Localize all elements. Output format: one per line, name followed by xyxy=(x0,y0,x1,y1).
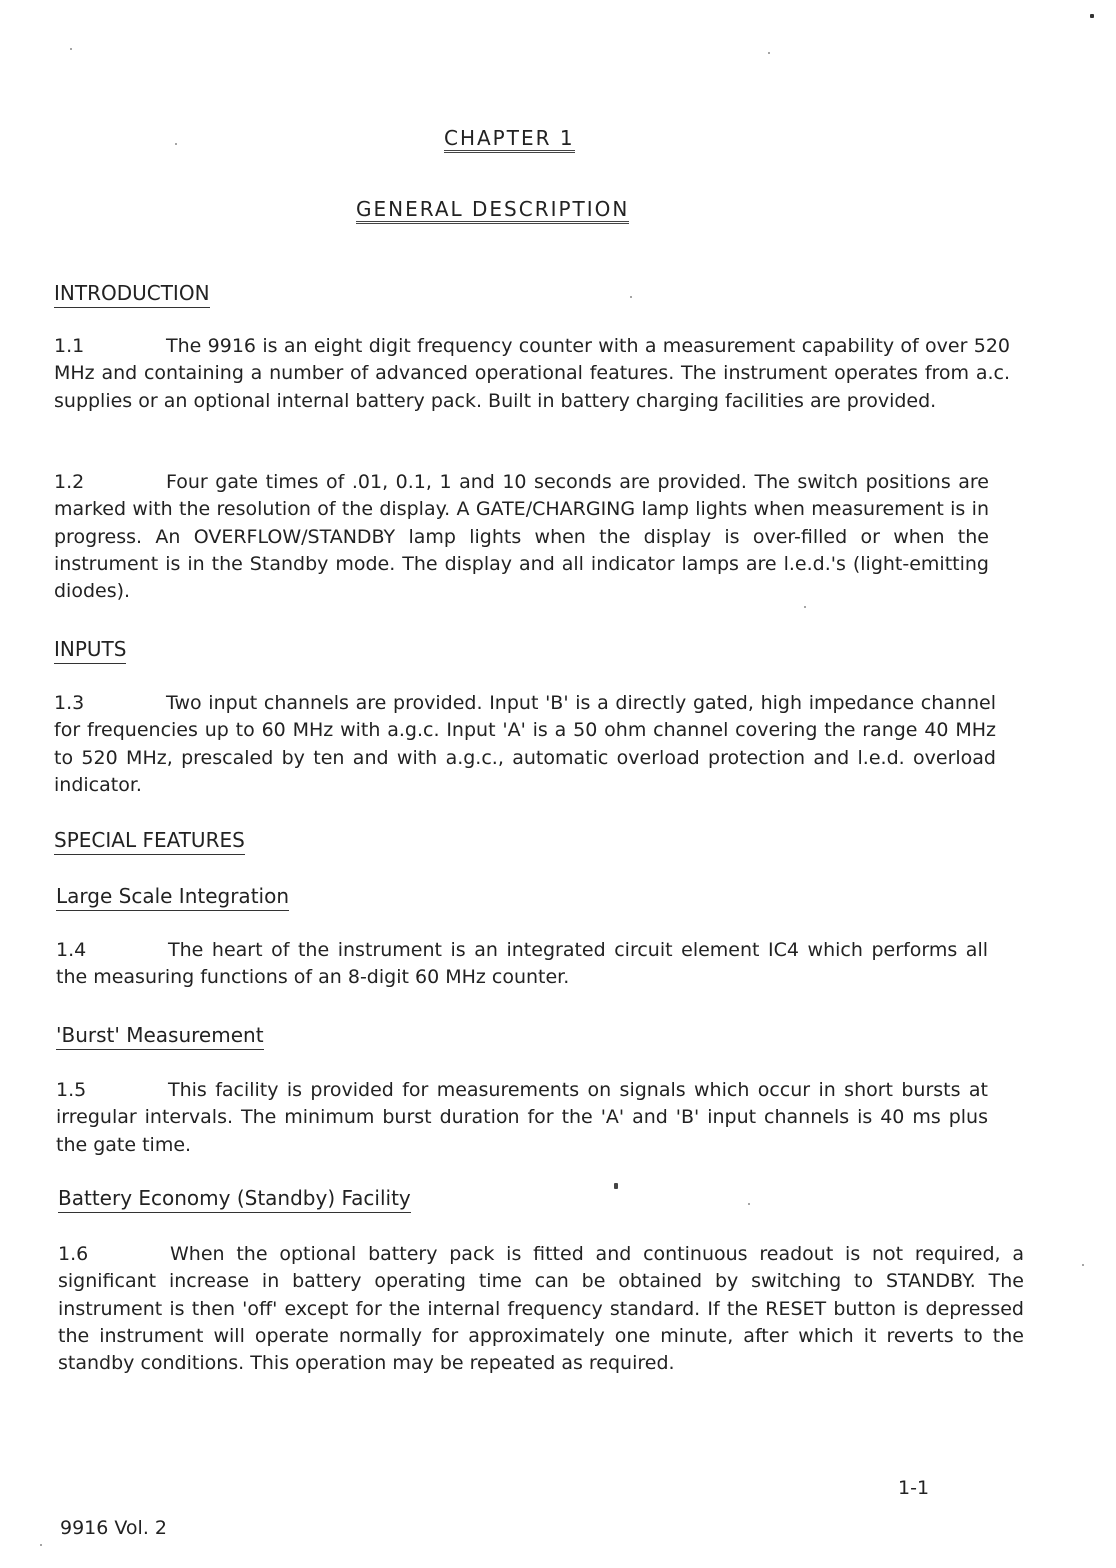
volume-label: 9916 Vol. 2 xyxy=(60,1517,167,1539)
paragraph-text: Two input channels are provided. Input 'B' is a directly gated, high impedance channel for frequencies up to 60 MHz with a.g.c. Input 'A' is a 50 ohm channel covering the range 40 MHz to 520 MHz, prescaled by ten and with a.g.c., automatic overload protection and l.e.d. overload indicator. xyxy=(54,692,996,796)
scan-speck xyxy=(768,52,770,54)
chapter-subtitle: GENERAL DESCRIPTION xyxy=(356,197,629,224)
paragraph-text: The heart of the instrument is an integrated circuit element IC4 which performs all the measuring functions of an 8-digit 60 MHz counter. xyxy=(56,939,988,989)
subsection-heading-lsi: Large Scale Integration xyxy=(56,883,289,911)
scan-speck xyxy=(175,143,177,145)
paragraph-number: 1.2 xyxy=(54,471,85,493)
paragraph-number: 1.1 xyxy=(54,335,85,357)
chapter-title: CHAPTER 1 xyxy=(444,126,575,153)
scan-speck xyxy=(630,296,632,298)
paragraph-text: The 9916 is an eight digit frequency counter with a measurement capability of over 520 MHz and containing a number of advanced operational features. The instrument operates from a.c. supplies or an optional internal battery pack. Built in battery charging facilities are provided. xyxy=(54,335,1010,412)
scan-speck xyxy=(70,48,72,50)
subsection-heading-battery: Battery Economy (Standby) Facility xyxy=(58,1185,411,1213)
section-heading-introduction: INTRODUCTION xyxy=(54,280,210,308)
scan-speck xyxy=(804,606,806,608)
paragraph-text: Four gate times of .01, 0.1, 1 and 10 seconds are provided. The switch positions are marked with the resolution of the display. A GATE/CHARGING lamp lights when measurement is in progress. An OVERFLOW/STANDBY lamp lights when the display is over-filled or when the instrument is in the Standby mode. The display and all indicator lamps are l.e.d.'s (light-emitting diodes). xyxy=(54,471,989,603)
page-number: 1-1 xyxy=(898,1477,930,1499)
scan-speck xyxy=(1090,14,1094,18)
paragraph-number: 1.6 xyxy=(58,1243,89,1265)
scan-speck xyxy=(748,1203,750,1205)
scan-speck xyxy=(40,1544,42,1546)
scan-speck xyxy=(614,1183,618,1189)
subsection-heading-burst: 'Burst' Measurement xyxy=(56,1022,264,1050)
section-heading-inputs: INPUTS xyxy=(54,636,126,664)
scan-speck xyxy=(1082,1264,1084,1266)
section-heading-special-features: SPECIAL FEATURES xyxy=(54,827,245,855)
paragraph-number: 1.5 xyxy=(56,1079,87,1101)
paragraph-text: This facility is provided for measurements on signals which occur in short bursts at irregular intervals. The minimum burst duration for the 'A' and 'B' input channels is 40 ms plus the gate time. xyxy=(56,1079,988,1156)
paragraph-number: 1.3 xyxy=(54,692,85,714)
paragraph-number: 1.4 xyxy=(56,939,87,961)
paragraph-text: When the optional battery pack is fitted and continuous readout is not required, a significant increase in battery operating time can be obtained by switching to STANDBY. The instrument is then 'off' except for the internal frequency standard. If the RESET button is depressed the instrument will operate normally for approximately one minute, after which it reverts to the standby conditions. This operation may be repeated as required. xyxy=(58,1243,1024,1375)
